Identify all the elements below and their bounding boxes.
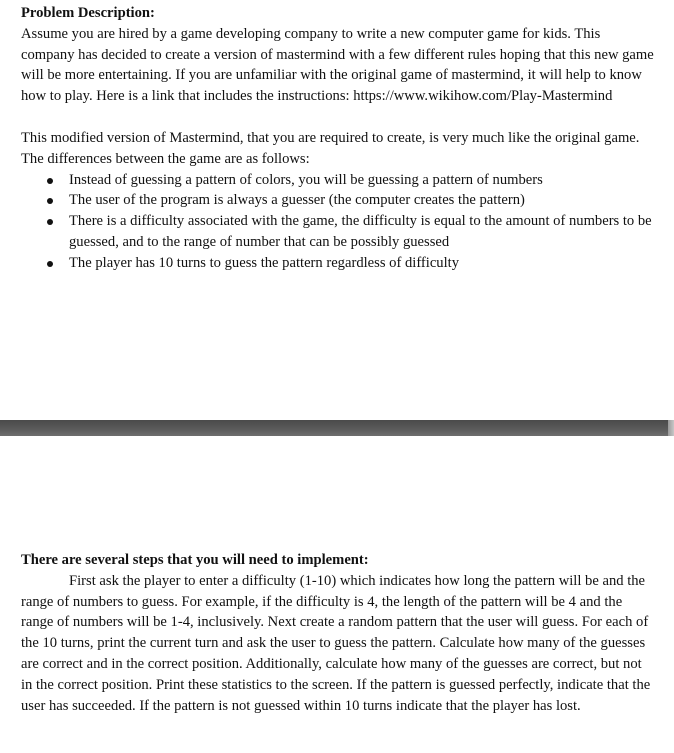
steps-paragraph: First ask the player to enter a difficulty (1-10) which indicates how long the pattern will be and the range of numbers to guess. For example, if the difficulty is 4, the length of the pattern will be 4 and the range of numbers will be 1-4, inclusively. Next create a random pattern that the user will guess. For each of the 10 turns, print the current turn and ask the user to guess the pattern. Calculate how many of the guesses are correct and in the correct position. Additionally, calculate how many of the guesses are correct, but not in the correct position. Print these statistics to the screen. If the pattern is guessed perfectly, indicate that the user has succeeded. If the pattern is not guessed within 10 turns indicate that the player has lost.	[21, 572, 651, 714]
intro-paragraph: Assume you are hired by a game developing company to write a new computer game for kids. This company has decided to create a version of mastermind with a few different rules hoping that this new game will be more entertaining. If you are unfamiliar with the original game of mastermind, it will help to know how to play. Here is a link that includes the instructions: https://www.wikihow.com/Play-Mastermind	[21, 25, 654, 105]
steps-heading: There are several steps that you will need to implement:	[21, 552, 369, 568]
paragraph-gap	[21, 107, 656, 128]
difference-item: There is a difficulty associated with the game, the difficulty is equal to the amount of numbers to be guessed, and to the range of number that can be possibly guessed	[21, 211, 656, 253]
page-1-content	[21, 3, 656, 274]
modified-version-paragraph: This modified version of Mastermind, that you are required to create, is very much like the original game. The differences between the game are as follows:	[21, 129, 640, 167]
problem-description-heading: Problem Description:	[21, 5, 155, 21]
difference-item: Instead of guessing a pattern of colors, you will be guessing a pattern of numbers	[21, 170, 656, 191]
differences-list	[21, 170, 656, 274]
page-2-content	[21, 550, 656, 716]
page-separator	[0, 420, 674, 436]
difference-item: The user of the program is always a guesser (the computer creates the pattern)	[21, 190, 656, 211]
document-page-2	[0, 436, 674, 753]
difference-item: The player has 10 turns to guess the pattern regardless of difficulty	[21, 253, 656, 274]
